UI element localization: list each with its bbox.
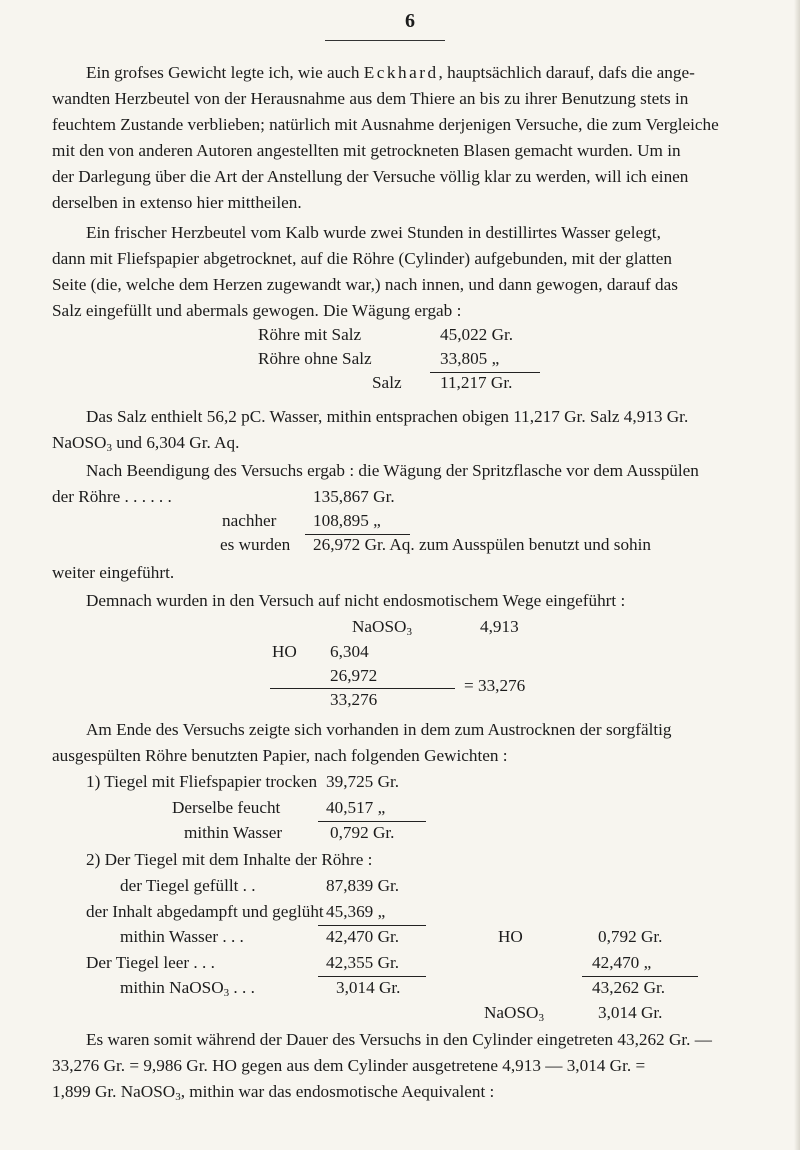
right-ho-label: HO [498, 927, 523, 946]
intro-line-1b: , hauptsächlich darauf, dafs die ange- [438, 63, 695, 82]
para5-aq-value: 26,972 [330, 666, 378, 685]
para4-line-1: Nach Beendigung des Versuchs ergab : die Wägung der Spritzflasche vor dem Ausspülen [86, 461, 699, 480]
intro-line-4: mit den von anderen Autoren angestellten mit getrockneten Blasen gemacht wurden. Um in [52, 141, 681, 160]
list-value-5: 87,839 Gr. [326, 876, 400, 895]
para5-naoso3-label: NaOSO [352, 617, 407, 636]
list-rule-3 [318, 976, 426, 977]
list-label-8: Der Tiegel leer . . . [86, 953, 215, 972]
para5-line-1: Demnach wurden in den Versuch auf nicht endosmotischem Wege eingeführt : [86, 591, 626, 610]
weighing-value-1: 45,022 Gr. [440, 325, 514, 344]
list-value-2: 40,517 „ [326, 798, 386, 817]
weighing-label-1: Röhre mit Salz [258, 325, 362, 344]
weighing-value-3: 11,217 Gr. [440, 373, 513, 392]
list-value-3: 0,792 Gr. [330, 823, 395, 842]
para2-line-4: Salz eingefüllt und abermals gewogen. Die Wägung ergab : [52, 301, 462, 320]
para3-formula: NaOSO [52, 433, 107, 452]
para7-line-3 [52, 1082, 494, 1103]
list-rule-1 [318, 821, 426, 822]
list-label-1: 1) Tiegel mit Fliefspapier trocken [86, 772, 318, 791]
para5-naoso3-sub: 3 [406, 626, 412, 638]
page-edge-shadow [794, 0, 800, 1150]
list-label-9-sub: 3 [223, 987, 230, 999]
para3-line-2 [52, 433, 239, 454]
weighing-label-3: Salz [372, 373, 402, 392]
para2-line-3: Seite (die, welche dem Herzen zugewandt war,) nach innen, und dann gewogen, darauf das [52, 275, 678, 294]
list-label-2: Derselbe feucht [172, 798, 281, 817]
para5-sum: 33,276 [330, 690, 378, 709]
intro-line-2: wandten Herzbeutel von der Herausnahme aus dem Thiere an bis zu ihrer Benutzung stets in [52, 89, 689, 108]
para7-line-3a: 1,899 Gr. NaOSO [52, 1082, 176, 1101]
right-naoso3-label: NaOSO [484, 1003, 539, 1022]
list-value-8: 42,355 Gr. [326, 953, 400, 972]
list-value-1: 39,725 Gr. [326, 772, 400, 791]
para2-line-2: dann mit Fliefspapier abgetrocknet, auf die Röhre (Cylinder) aufgebunden, mit der glatten [52, 249, 672, 268]
para6-line-1: Am Ende des Versuchs zeigte sich vorhanden in dem zum Austrocknen der sorgfältig [86, 720, 672, 739]
list-label-9-dots: . . . [229, 978, 255, 997]
intro-line-1a: Ein grofses Gewicht legte ich, wie auch [86, 63, 360, 82]
para3-line-2-rest: und 6,304 Gr. Aq. [111, 433, 240, 452]
para5-naoso3-value: 4,913 [480, 617, 519, 636]
para3-line-1: Das Salz enthielt 56,2 pC. Wasser, mithin entsprachen obigen 11,217 Gr. Salz 4,913 Gr. [86, 407, 689, 426]
para6-line-2: ausgespülten Röhre benutzten Papier, nach folgenden Gewichten : [52, 746, 508, 765]
list-value-9: 3,014 Gr. [336, 978, 401, 997]
para4-value-4: 26,972 Gr. Aq. zum Ausspülen benutzt und sohin [313, 535, 652, 554]
weighing-value-2: 33,805 „ [440, 349, 500, 368]
para5-equals: = 33,276 [464, 676, 526, 695]
right-value-2: 42,470 „ [592, 953, 652, 972]
para7-line-3b: , mithin war das endosmotische Aequivalent : [180, 1082, 495, 1101]
list-value-6: 45,369 „ [326, 902, 386, 921]
para5-naoso3 [352, 617, 412, 638]
right-naoso3 [484, 1003, 544, 1024]
right-naoso3-sub: 3 [538, 1012, 544, 1024]
list-label-4: 2) Der Tiegel mit dem Inhalte der Röhre : [86, 850, 373, 869]
list-label-9-text: mithin NaOSO [120, 978, 224, 997]
author-name: Eckhard [363, 63, 439, 82]
list-label-9 [120, 978, 255, 999]
para2-line-1: Ein frischer Herzbeutel vom Kalb wurde zwei Stunden in destillirtes Wasser gelegt, [86, 223, 661, 242]
para4-label-2: der Röhre . . . . . . [52, 487, 172, 506]
right-sum-rule [582, 976, 698, 977]
para4-value-3: 108,895 „ [313, 511, 381, 530]
intro-line-6: derselben in extenso hier mittheilen. [52, 193, 302, 212]
para3-formula-sub: 3 [106, 442, 112, 454]
para4-label-4: es wurden [220, 535, 291, 554]
list-rule-2 [318, 925, 426, 926]
list-label-6: der Inhalt abgedampft und geglüht [86, 902, 324, 921]
list-label-5: der Tiegel gefüllt . . [120, 876, 256, 895]
para7-line-3-sub: 3 [175, 1091, 181, 1103]
para5-ho-value: 6,304 [330, 642, 369, 661]
right-value-1: 0,792 Gr. [598, 927, 663, 946]
para4-value-2: 135,867 Gr. [313, 487, 395, 506]
para4-line-5: weiter eingeführt. [52, 563, 175, 582]
intro-line-1 [86, 63, 695, 83]
right-value-3: 43,262 Gr. [592, 978, 666, 997]
list-value-7: 42,470 Gr. [326, 927, 400, 946]
weighing-label-2: Röhre ohne Salz [258, 349, 372, 368]
list-label-3: mithin Wasser [184, 823, 283, 842]
right-value-4: 3,014 Gr. [598, 1003, 663, 1022]
page-number: 6 [405, 10, 415, 32]
para7-line-2: 33,276 Gr. = 9,986 Gr. HO gegen aus dem Cylinder ausgetretene 4,913 — 3,014 Gr. = [52, 1056, 646, 1075]
para5-ho-label: HO [272, 642, 297, 661]
para5-sum-rule [270, 688, 455, 689]
intro-line-3: feuchtem Zustande verblieben; natürlich mit Ausnahme derjenigen Versuche, die zum Vergleiche [52, 115, 719, 134]
page-number-rule [325, 40, 445, 41]
para4-label-3: nachher [222, 511, 277, 530]
intro-line-5: der Darlegung über die Art der Anstellung der Versuche völlig klar zu werden, will ich einen [52, 167, 689, 186]
para7-line-1: Es waren somit während der Dauer des Versuchs in den Cylinder eingetreten 43,262 Gr. — [86, 1030, 712, 1049]
list-label-7: mithin Wasser . . . [120, 927, 244, 946]
